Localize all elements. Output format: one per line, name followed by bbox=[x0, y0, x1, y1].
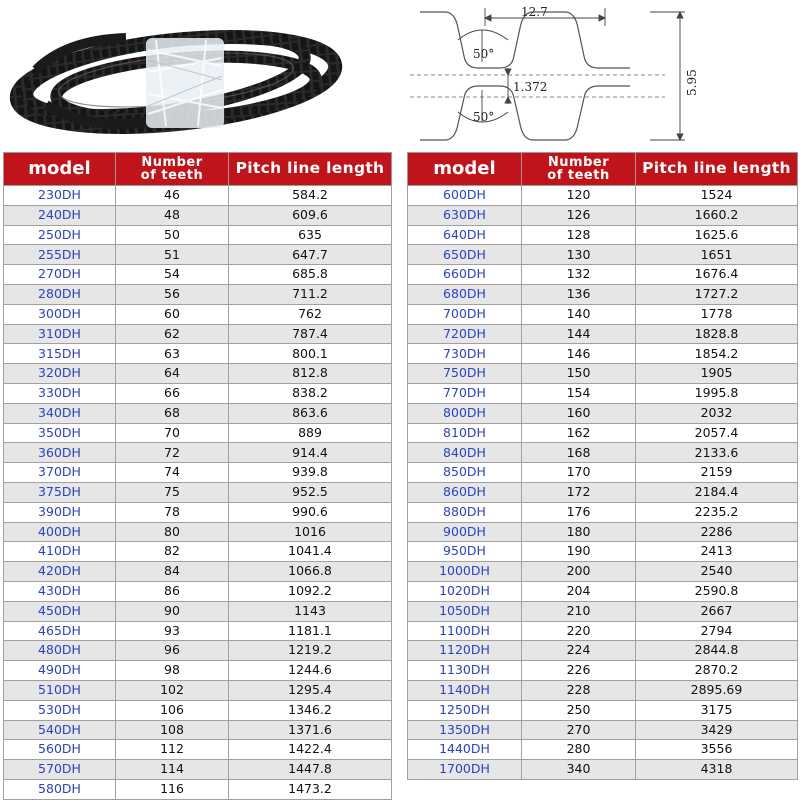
table-row bbox=[4, 601, 392, 621]
cell-teeth: 54 bbox=[116, 265, 229, 285]
cell-model: 1050DH bbox=[408, 601, 522, 621]
table-row bbox=[408, 225, 798, 245]
cell-pitch-length: 2413 bbox=[636, 542, 798, 562]
belt-photo bbox=[6, 10, 346, 148]
cell-model: 330DH bbox=[4, 383, 116, 403]
table-row bbox=[4, 225, 392, 245]
cell-model: 320DH bbox=[4, 364, 116, 384]
table-row bbox=[408, 700, 798, 720]
cell-pitch-length: 3175 bbox=[636, 700, 798, 720]
cell-pitch-length: 1092.2 bbox=[229, 581, 392, 601]
cell-pitch-length: 647.7 bbox=[229, 245, 392, 265]
table-row bbox=[408, 364, 798, 384]
angle-top: 50° bbox=[473, 47, 495, 61]
table-row bbox=[4, 680, 392, 700]
cell-pitch-length: 1066.8 bbox=[229, 562, 392, 582]
table-row bbox=[408, 403, 798, 423]
table-row bbox=[4, 443, 392, 463]
cell-pitch-length: 800.1 bbox=[229, 344, 392, 364]
cell-model: 530DH bbox=[4, 700, 116, 720]
cell-teeth: 74 bbox=[116, 463, 229, 483]
cell-model: 720DH bbox=[408, 324, 522, 344]
cell-pitch-length: 1016 bbox=[229, 522, 392, 542]
cell-teeth: 162 bbox=[522, 423, 636, 443]
cell-teeth: 96 bbox=[116, 641, 229, 661]
cell-model: 480DH bbox=[4, 641, 116, 661]
cell-model: 800DH bbox=[408, 403, 522, 423]
table-row bbox=[4, 779, 392, 799]
cell-pitch-length: 838.2 bbox=[229, 383, 392, 403]
cell-model: 900DH bbox=[408, 522, 522, 542]
cell-model: 1140DH bbox=[408, 680, 522, 700]
cell-teeth: 226 bbox=[522, 661, 636, 681]
table-row bbox=[408, 661, 798, 681]
cell-teeth: 102 bbox=[116, 680, 229, 700]
cell-model: 510DH bbox=[4, 680, 116, 700]
table-row bbox=[408, 205, 798, 225]
cell-pitch-length: 584.2 bbox=[229, 186, 392, 206]
header-teeth-line1: Number bbox=[547, 155, 610, 170]
header-pitch-length: Pitch line length bbox=[636, 153, 798, 186]
cell-model: 375DH bbox=[4, 482, 116, 502]
cell-teeth: 82 bbox=[116, 542, 229, 562]
table-row bbox=[408, 482, 798, 502]
cell-model: 750DH bbox=[408, 364, 522, 384]
cell-teeth: 280 bbox=[522, 740, 636, 760]
cell-teeth: 66 bbox=[116, 383, 229, 403]
cell-pitch-length: 2057.4 bbox=[636, 423, 798, 443]
cell-model: 240DH bbox=[4, 205, 116, 225]
header-model: model bbox=[408, 153, 522, 186]
cell-model: 390DH bbox=[4, 502, 116, 522]
cell-teeth: 70 bbox=[116, 423, 229, 443]
cell-teeth: 60 bbox=[116, 304, 229, 324]
cell-pitch-length: 2667 bbox=[636, 601, 798, 621]
cell-pitch-length: 1244.6 bbox=[229, 661, 392, 681]
cell-teeth: 106 bbox=[116, 700, 229, 720]
cell-pitch-length: 952.5 bbox=[229, 482, 392, 502]
cell-pitch-length: 1995.8 bbox=[636, 383, 798, 403]
cell-teeth: 108 bbox=[116, 720, 229, 740]
table-row bbox=[408, 601, 798, 621]
table-row bbox=[408, 245, 798, 265]
cell-teeth: 128 bbox=[522, 225, 636, 245]
cell-pitch-length: 711.2 bbox=[229, 284, 392, 304]
cell-model: 340DH bbox=[4, 403, 116, 423]
cell-pitch-length: 2844.8 bbox=[636, 641, 798, 661]
cell-teeth: 68 bbox=[116, 403, 229, 423]
cell-model: 1700DH bbox=[408, 760, 522, 780]
table-row bbox=[408, 383, 798, 403]
table-row bbox=[4, 522, 392, 542]
cell-model: 1020DH bbox=[408, 581, 522, 601]
cell-model: 250DH bbox=[4, 225, 116, 245]
cell-teeth: 190 bbox=[522, 542, 636, 562]
cell-teeth: 160 bbox=[522, 403, 636, 423]
table-row bbox=[408, 284, 798, 304]
cell-teeth: 93 bbox=[116, 621, 229, 641]
table-row bbox=[408, 443, 798, 463]
cell-pitch-length: 1660.2 bbox=[636, 205, 798, 225]
table-row bbox=[408, 562, 798, 582]
cell-model: 560DH bbox=[4, 740, 116, 760]
cell-pitch-length: 863.6 bbox=[229, 403, 392, 423]
header-teeth bbox=[116, 153, 229, 186]
table-row bbox=[408, 522, 798, 542]
table-row bbox=[4, 700, 392, 720]
cell-pitch-length: 2590.8 bbox=[636, 581, 798, 601]
cell-teeth: 172 bbox=[522, 482, 636, 502]
table-row bbox=[4, 621, 392, 641]
cell-pitch-length: 1219.2 bbox=[229, 641, 392, 661]
cell-teeth: 154 bbox=[522, 383, 636, 403]
cell-model: 1250DH bbox=[408, 700, 522, 720]
table-row bbox=[408, 186, 798, 206]
cell-pitch-length: 762 bbox=[229, 304, 392, 324]
cell-teeth: 78 bbox=[116, 502, 229, 522]
cell-model: 370DH bbox=[4, 463, 116, 483]
cell-pitch-length: 787.4 bbox=[229, 324, 392, 344]
cell-pitch-length: 1143 bbox=[229, 601, 392, 621]
cell-teeth: 114 bbox=[116, 760, 229, 780]
table-row bbox=[408, 621, 798, 641]
cell-model: 660DH bbox=[408, 265, 522, 285]
cell-pitch-length: 685.8 bbox=[229, 265, 392, 285]
table-row bbox=[4, 403, 392, 423]
cell-pitch-length: 939.8 bbox=[229, 463, 392, 483]
cell-pitch-length: 1676.4 bbox=[636, 265, 798, 285]
table-row bbox=[4, 760, 392, 780]
cell-teeth: 90 bbox=[116, 601, 229, 621]
cell-pitch-length: 609.6 bbox=[229, 205, 392, 225]
cell-model: 840DH bbox=[408, 443, 522, 463]
cell-pitch-length: 1651 bbox=[636, 245, 798, 265]
cell-pitch-length: 1041.4 bbox=[229, 542, 392, 562]
header-model: model bbox=[4, 153, 116, 186]
table-row bbox=[4, 720, 392, 740]
cell-teeth: 56 bbox=[116, 284, 229, 304]
cell-pitch-length: 1828.8 bbox=[636, 324, 798, 344]
cell-teeth: 176 bbox=[522, 502, 636, 522]
cell-teeth: 72 bbox=[116, 443, 229, 463]
table-row bbox=[408, 720, 798, 740]
cell-teeth: 180 bbox=[522, 522, 636, 542]
cell-teeth: 210 bbox=[522, 601, 636, 621]
tooth-profile-diagram bbox=[400, 0, 800, 152]
cell-teeth: 46 bbox=[116, 186, 229, 206]
table-row bbox=[408, 760, 798, 780]
table-row bbox=[408, 680, 798, 700]
table-row bbox=[4, 562, 392, 582]
table-row bbox=[408, 423, 798, 443]
table-row bbox=[4, 205, 392, 225]
cell-teeth: 220 bbox=[522, 621, 636, 641]
cell-model: 730DH bbox=[408, 344, 522, 364]
cell-model: 680DH bbox=[408, 284, 522, 304]
cell-pitch-length: 2184.4 bbox=[636, 482, 798, 502]
table-row bbox=[4, 324, 392, 344]
table-row bbox=[4, 186, 392, 206]
cell-pitch-length: 889 bbox=[229, 423, 392, 443]
cell-pitch-length: 1181.1 bbox=[229, 621, 392, 641]
cell-model: 420DH bbox=[4, 562, 116, 582]
table-row bbox=[408, 740, 798, 760]
cell-pitch-length: 1727.2 bbox=[636, 284, 798, 304]
cell-teeth: 50 bbox=[116, 225, 229, 245]
cell-pitch-length: 1371.6 bbox=[229, 720, 392, 740]
table-row bbox=[4, 542, 392, 562]
table-row bbox=[4, 581, 392, 601]
cell-teeth: 120 bbox=[522, 186, 636, 206]
cell-pitch-length: 914.4 bbox=[229, 443, 392, 463]
cell-model: 700DH bbox=[408, 304, 522, 324]
table-row bbox=[4, 482, 392, 502]
cell-model: 300DH bbox=[4, 304, 116, 324]
cell-model: 410DH bbox=[4, 542, 116, 562]
cell-teeth: 270 bbox=[522, 720, 636, 740]
cell-pitch-length: 990.6 bbox=[229, 502, 392, 522]
table-row bbox=[4, 740, 392, 760]
cell-model: 280DH bbox=[4, 284, 116, 304]
cell-pitch-length: 1625.6 bbox=[636, 225, 798, 245]
cell-pitch-length: 2235.2 bbox=[636, 502, 798, 522]
cell-pitch-length: 2540 bbox=[636, 562, 798, 582]
cell-teeth: 48 bbox=[116, 205, 229, 225]
table-row bbox=[4, 383, 392, 403]
cell-model: 600DH bbox=[408, 186, 522, 206]
cell-teeth: 250 bbox=[522, 700, 636, 720]
cell-pitch-length: 1422.4 bbox=[229, 740, 392, 760]
spec-table-left bbox=[3, 152, 392, 800]
table-row bbox=[408, 581, 798, 601]
cell-model: 230DH bbox=[4, 186, 116, 206]
table-row bbox=[4, 284, 392, 304]
cell-teeth: 75 bbox=[116, 482, 229, 502]
cell-model: 490DH bbox=[4, 661, 116, 681]
cell-teeth: 84 bbox=[116, 562, 229, 582]
table-row bbox=[4, 661, 392, 681]
pitch-dimension: 12.7 bbox=[521, 5, 548, 19]
cell-teeth: 144 bbox=[522, 324, 636, 344]
table-row bbox=[4, 641, 392, 661]
cell-teeth: 126 bbox=[522, 205, 636, 225]
cell-teeth: 62 bbox=[116, 324, 229, 344]
header-teeth bbox=[522, 153, 636, 186]
table-row bbox=[408, 324, 798, 344]
cell-teeth: 98 bbox=[116, 661, 229, 681]
cell-pitch-length: 1473.2 bbox=[229, 779, 392, 799]
cell-model: 1440DH bbox=[408, 740, 522, 760]
cell-teeth: 170 bbox=[522, 463, 636, 483]
cell-teeth: 136 bbox=[522, 284, 636, 304]
table-row bbox=[408, 542, 798, 562]
cell-teeth: 51 bbox=[116, 245, 229, 265]
cell-model: 350DH bbox=[4, 423, 116, 443]
cell-pitch-length: 1346.2 bbox=[229, 700, 392, 720]
cell-model: 580DH bbox=[4, 779, 116, 799]
cell-model: 1120DH bbox=[408, 641, 522, 661]
table-row bbox=[408, 502, 798, 522]
cell-model: 255DH bbox=[4, 245, 116, 265]
header-teeth-line1: Number bbox=[141, 155, 203, 170]
cell-pitch-length: 3556 bbox=[636, 740, 798, 760]
cell-model: 1350DH bbox=[408, 720, 522, 740]
cell-teeth: 86 bbox=[116, 581, 229, 601]
cell-model: 770DH bbox=[408, 383, 522, 403]
cell-teeth: 112 bbox=[116, 740, 229, 760]
cell-pitch-length: 812.8 bbox=[229, 364, 392, 384]
cell-teeth: 340 bbox=[522, 760, 636, 780]
cell-model: 1100DH bbox=[408, 621, 522, 641]
cell-pitch-length: 2286 bbox=[636, 522, 798, 542]
cell-teeth: 200 bbox=[522, 562, 636, 582]
table-row bbox=[4, 364, 392, 384]
cell-model: 650DH bbox=[408, 245, 522, 265]
cell-model: 630DH bbox=[408, 205, 522, 225]
cell-pitch-length: 2032 bbox=[636, 403, 798, 423]
cell-pitch-length: 2159 bbox=[636, 463, 798, 483]
cell-pitch-length: 2794 bbox=[636, 621, 798, 641]
cell-model: 860DH bbox=[408, 482, 522, 502]
table-row bbox=[4, 502, 392, 522]
header-area bbox=[0, 0, 800, 152]
cell-teeth: 80 bbox=[116, 522, 229, 542]
cell-teeth: 140 bbox=[522, 304, 636, 324]
cell-model: 540DH bbox=[4, 720, 116, 740]
header-teeth-line2: of teeth bbox=[140, 168, 204, 183]
cell-model: 1130DH bbox=[408, 661, 522, 681]
cell-model: 315DH bbox=[4, 344, 116, 364]
cell-model: 570DH bbox=[4, 760, 116, 780]
spec-table-right bbox=[407, 152, 798, 780]
cell-model: 450DH bbox=[4, 601, 116, 621]
cell-teeth: 224 bbox=[522, 641, 636, 661]
total-height-dimension: 5.95 bbox=[685, 69, 699, 96]
header-pitch-length: Pitch line length bbox=[229, 153, 392, 186]
cell-teeth: 146 bbox=[522, 344, 636, 364]
angle-bottom: 50° bbox=[473, 110, 495, 124]
table-row bbox=[408, 304, 798, 324]
cell-teeth: 63 bbox=[116, 344, 229, 364]
cell-pitch-length: 3429 bbox=[636, 720, 798, 740]
cell-model: 360DH bbox=[4, 443, 116, 463]
cell-model: 810DH bbox=[408, 423, 522, 443]
cell-teeth: 168 bbox=[522, 443, 636, 463]
table-row bbox=[4, 423, 392, 443]
table-row bbox=[4, 463, 392, 483]
cell-model: 400DH bbox=[4, 522, 116, 542]
cell-teeth: 228 bbox=[522, 680, 636, 700]
table-row bbox=[4, 344, 392, 364]
cell-teeth: 204 bbox=[522, 581, 636, 601]
cell-teeth: 130 bbox=[522, 245, 636, 265]
cell-pitch-length: 635 bbox=[229, 225, 392, 245]
cell-model: 1000DH bbox=[408, 562, 522, 582]
cell-pitch-length: 2870.2 bbox=[636, 661, 798, 681]
cell-model: 640DH bbox=[408, 225, 522, 245]
table-row bbox=[408, 265, 798, 285]
table-row bbox=[408, 641, 798, 661]
cell-model: 880DH bbox=[408, 502, 522, 522]
table-row bbox=[408, 344, 798, 364]
table-header-row bbox=[408, 153, 798, 186]
table-header-row bbox=[4, 153, 392, 186]
table-row bbox=[408, 463, 798, 483]
cell-teeth: 116 bbox=[116, 779, 229, 799]
cell-teeth: 150 bbox=[522, 364, 636, 384]
cell-teeth: 64 bbox=[116, 364, 229, 384]
cell-pitch-length: 4318 bbox=[636, 760, 798, 780]
cell-pitch-length: 2895.69 bbox=[636, 680, 798, 700]
table-row bbox=[4, 245, 392, 265]
tooth-height-dimension: 1.372 bbox=[513, 80, 548, 94]
cell-model: 465DH bbox=[4, 621, 116, 641]
table-row bbox=[4, 304, 392, 324]
cell-teeth: 132 bbox=[522, 265, 636, 285]
cell-pitch-length: 1295.4 bbox=[229, 680, 392, 700]
cell-pitch-length: 1524 bbox=[636, 186, 798, 206]
cell-model: 310DH bbox=[4, 324, 116, 344]
header-teeth-line2: of teeth bbox=[547, 168, 610, 183]
table-row bbox=[4, 265, 392, 285]
cell-pitch-length: 2133.6 bbox=[636, 443, 798, 463]
cell-pitch-length: 1905 bbox=[636, 364, 798, 384]
cell-model: 950DH bbox=[408, 542, 522, 562]
cell-model: 850DH bbox=[408, 463, 522, 483]
cell-pitch-length: 1854.2 bbox=[636, 344, 798, 364]
cell-pitch-length: 1778 bbox=[636, 304, 798, 324]
cell-model: 430DH bbox=[4, 581, 116, 601]
cell-pitch-length: 1447.8 bbox=[229, 760, 392, 780]
cell-model: 270DH bbox=[4, 265, 116, 285]
